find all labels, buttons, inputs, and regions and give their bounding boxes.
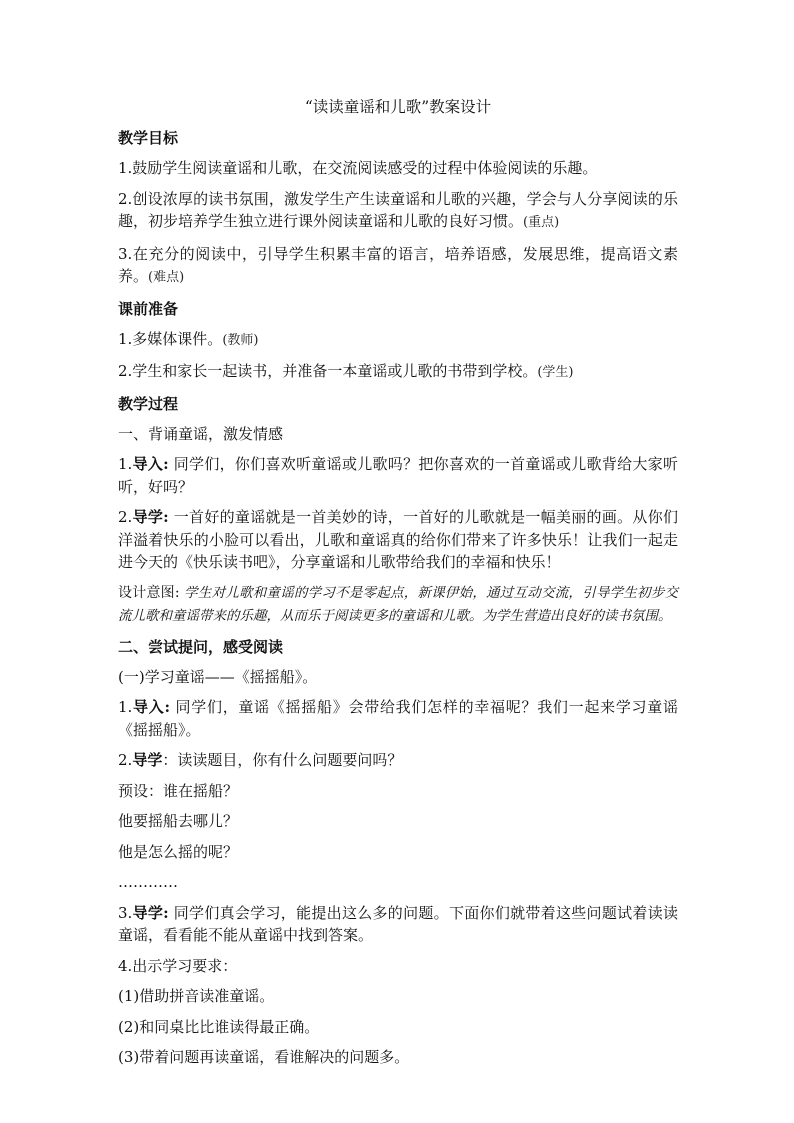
document-page [118,96,678,1077]
part2-heading: 二、尝试提问，感受阅读 [118,637,284,656]
design-intent: 设计意图: 学生对儿歌和童谣的学习不是零起点，新课伊始，通过互动交流，引导学生初步交流儿歌和童谣带来的乐趣，从而乐于阅读更多的童谣和儿歌。为学生营造出良好的读书氛围。 [118,584,679,624]
part2-step-intro: 1.导入: 同学们，童谣《摇摇船》会带给我们怎样的幸福呢？我们一起来学习童谣《摇摇船》。 [118,698,678,739]
prep-item: 1.多媒体课件。(教师) [118,329,259,348]
requirement-item: (3)带着问题再读童谣，看谁解决的问题多。 [118,1048,410,1066]
difficult-point-note: (难点) [148,270,185,285]
prep-heading: 课前准备 [118,299,179,318]
key-point-note: (重点) [523,215,560,230]
goal-item: 1.鼓励学生阅读童谣和儿歌，在交流阅读感受的过程中体验阅读的乐趣。 [118,159,598,177]
preset-line: 预设：谁在摇船？ [118,781,239,800]
process-heading: 教学过程 [118,394,179,413]
part1-step-intro: 1.导入: 同学们，你们喜欢听童谣或儿歌吗？把你喜欢的一首童谣或儿歌背给大家听听，好吗？ [118,455,678,496]
part1-heading: 一、背诵童谣，激发情感 [118,424,284,443]
prep-item: 2.学生和家长一起读书，并准备一本童谣或儿歌的书带到学校。(学生) [118,362,574,380]
part2-step-guide: 2.导学：读读题目，你有什么问题要问吗？ [118,751,403,769]
part1-step-guide: 2.导学: 一首好的童谣就是一首美妙的诗，一首好的儿歌就是一幅美丽的画。从你们洋溢着快乐的小脸可以看出，儿歌和童谣真的给你们带来了许多快乐！让我们一起走进今天的《快乐读书吧》，分享童谣和儿歌带给我们的幸福和快乐！ [118,508,678,571]
requirement-item: (1)借助拼音读准童谣。 [118,987,275,1005]
document-title: “读读童谣和儿歌”教案设计 [304,98,492,116]
ellipsis-line: ………… [118,873,178,891]
part2-subheading: (一)学习童谣——《摇摇船》。 [118,667,318,686]
preset-line: 他是怎么摇的呢？ [118,842,239,861]
part2-step-requirements: 4.出示学习要求： [118,956,238,975]
goals-heading: 教学目标 [118,129,179,147]
goal-item: 2.创设浓厚的读书氛围，激发学生产生读童谣和儿歌的兴趣，学会与人分享阅读的乐趣，初步培养学生独立进行课外阅读童谣和儿歌的良好习惯。(重点) [118,189,678,230]
preset-line: 他要摇船去哪儿？ [118,812,239,830]
goal-item: 3.在充分的阅读中，引导学生积累丰富的语言，培养语感，发展思维，提高语文素养。(难点) [118,244,678,285]
part2-step-guide-2: 3.导学: 同学们真会学习，能提出这么多的问题。下面你们就带着这些问题试着读读童谣，看看能不能从童谣中找到答案。 [118,903,678,944]
requirement-item: (2)和同桌比比谁读得最正确。 [118,1017,320,1036]
